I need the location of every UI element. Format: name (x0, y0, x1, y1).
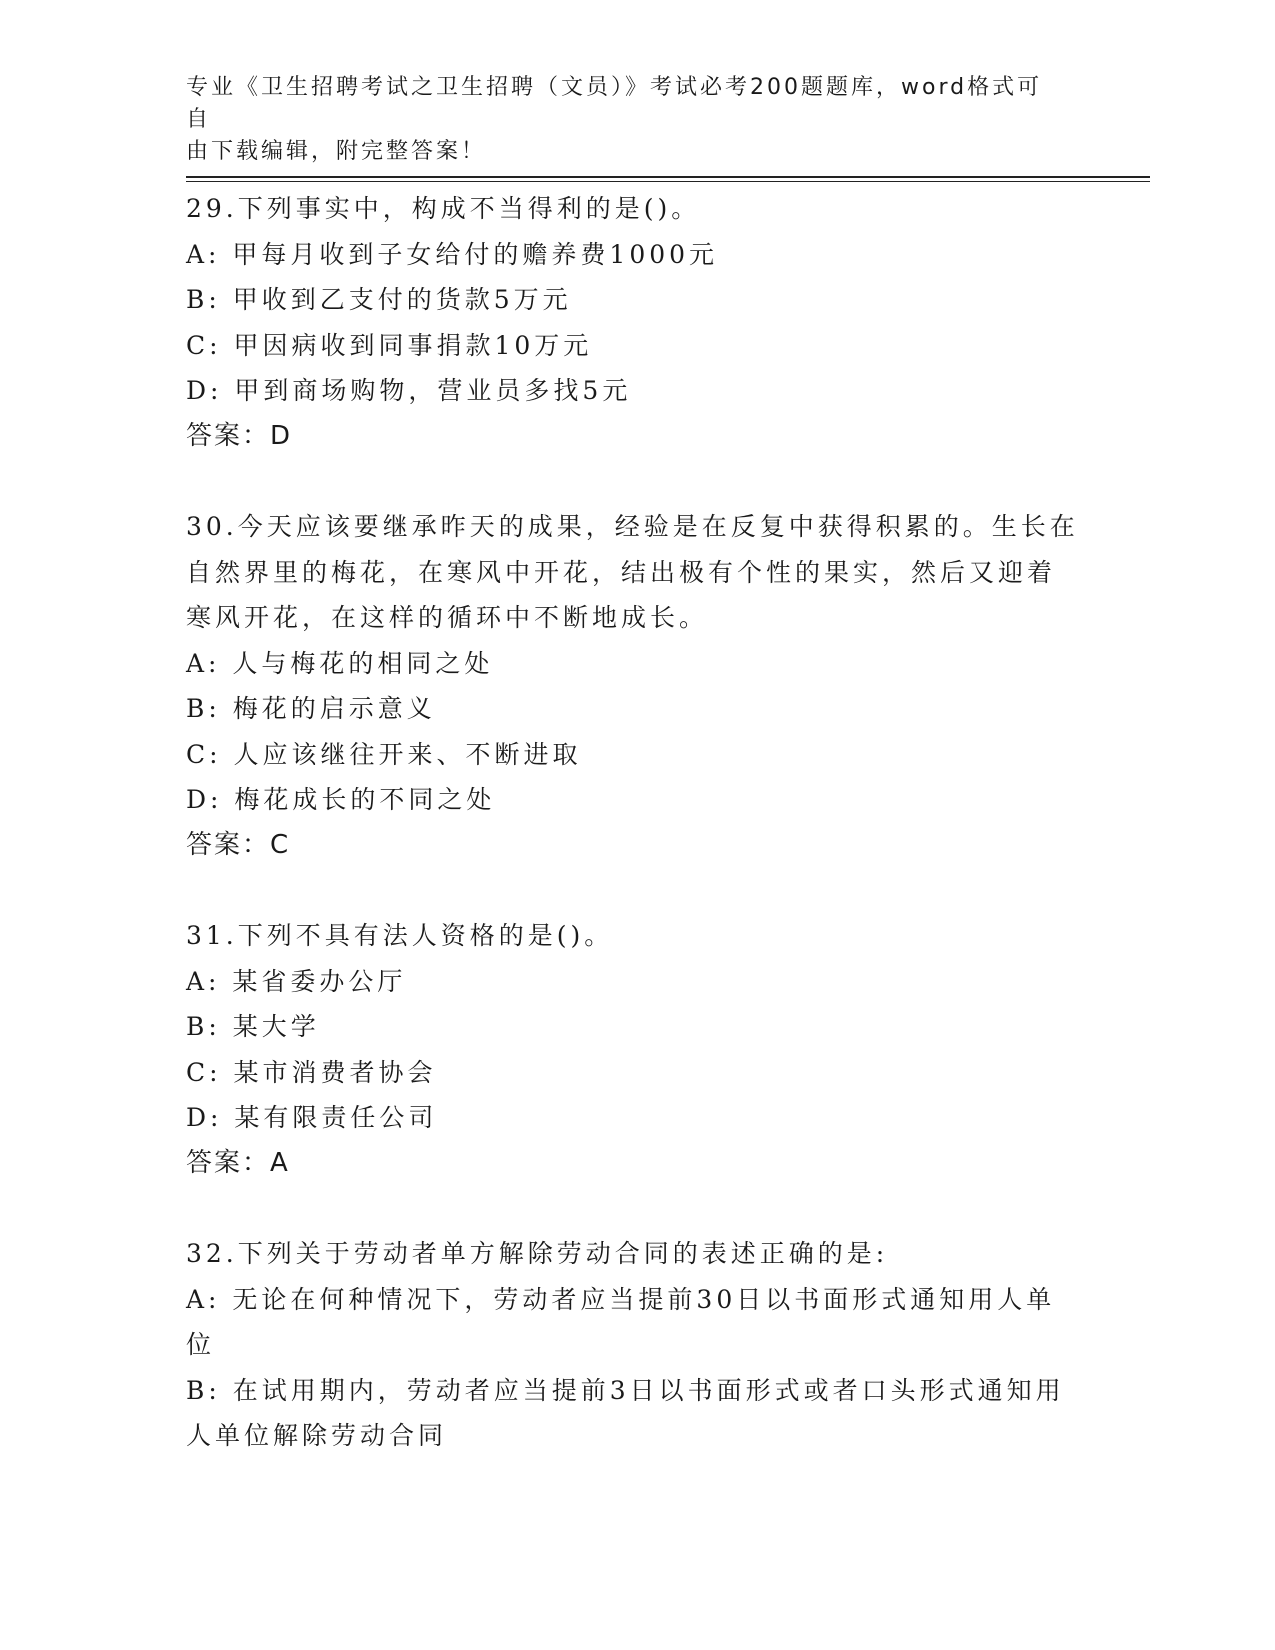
question-32 (186, 1231, 1086, 1459)
option-a: A: 某省委办公厅 (186, 966, 407, 996)
option-c: C: 甲因病收到同事捐款10万元 (186, 330, 593, 360)
question-stem-line-3: 寒风开花，在这样的循环中不断地成长。 (186, 603, 709, 632)
option-c: C: 人应该继往开来、不断进取 (186, 739, 582, 769)
question-stem: 31.下列不具有法人资格的是()。 (186, 921, 614, 950)
option-d: D: 甲到商场购物，营业员多找5元 (186, 376, 632, 405)
question-list (186, 186, 1086, 1504)
question-stem: 32.下列关于劳动者单方解除劳动合同的表述正确的是: (186, 1239, 889, 1268)
document-header (186, 72, 1066, 168)
question-31 (186, 913, 1086, 1186)
option-a: A: 人与梅花的相同之处 (186, 648, 494, 678)
option-b: B: 甲收到乙支付的货款5万元 (186, 285, 572, 314)
option-b-line-2: 人单位解除劳动合同 (186, 1421, 448, 1450)
option-a-line-2: 位 (186, 1330, 216, 1359)
header-divider-thin (186, 181, 1150, 182)
header-divider-thick (186, 176, 1150, 178)
option-a-line-1: A: 无论在何种情况下，劳动者应当提前30日以书面形式通知用人单 (186, 1284, 1056, 1314)
question-stem: 29.下列事实中，构成不当得利的是()。 (186, 194, 701, 223)
option-b-line-1: B: 在试用期内，劳动者应当提前3日以书面形式或者口头形式通知用 (186, 1375, 1065, 1405)
question-30 (186, 504, 1086, 868)
answer-label: 答案：C (186, 829, 291, 860)
header-line-1: 专业《卫生招聘考试之卫生招聘（文员）》考试必考200题题库，word格式可自 (186, 75, 1043, 132)
answer-label: 答案：D (186, 420, 293, 451)
answer-label: 答案：A (186, 1147, 290, 1178)
option-b: B: 梅花的启示意义 (186, 694, 436, 723)
question-29 (186, 186, 1086, 459)
option-c: C: 某市消费者协会 (186, 1057, 437, 1087)
question-stem-line-2: 自然界里的梅花，在寒风中开花，结出极有个性的果实，然后又迎着 (186, 557, 1057, 587)
option-d: D: 某有限责任公司 (186, 1103, 438, 1132)
option-d: D: 梅花成长的不同之处 (186, 785, 496, 814)
option-a: A: 甲每月收到子女给付的赡养费1000元 (186, 239, 719, 269)
header-line-2: 由下载编辑，附完整答案！ (186, 139, 487, 164)
option-b: B: 某大学 (186, 1012, 320, 1041)
question-stem-line-1: 30.今天应该要继承昨天的成果，经验是在反复中获得积累的。生长在 (186, 512, 1079, 541)
